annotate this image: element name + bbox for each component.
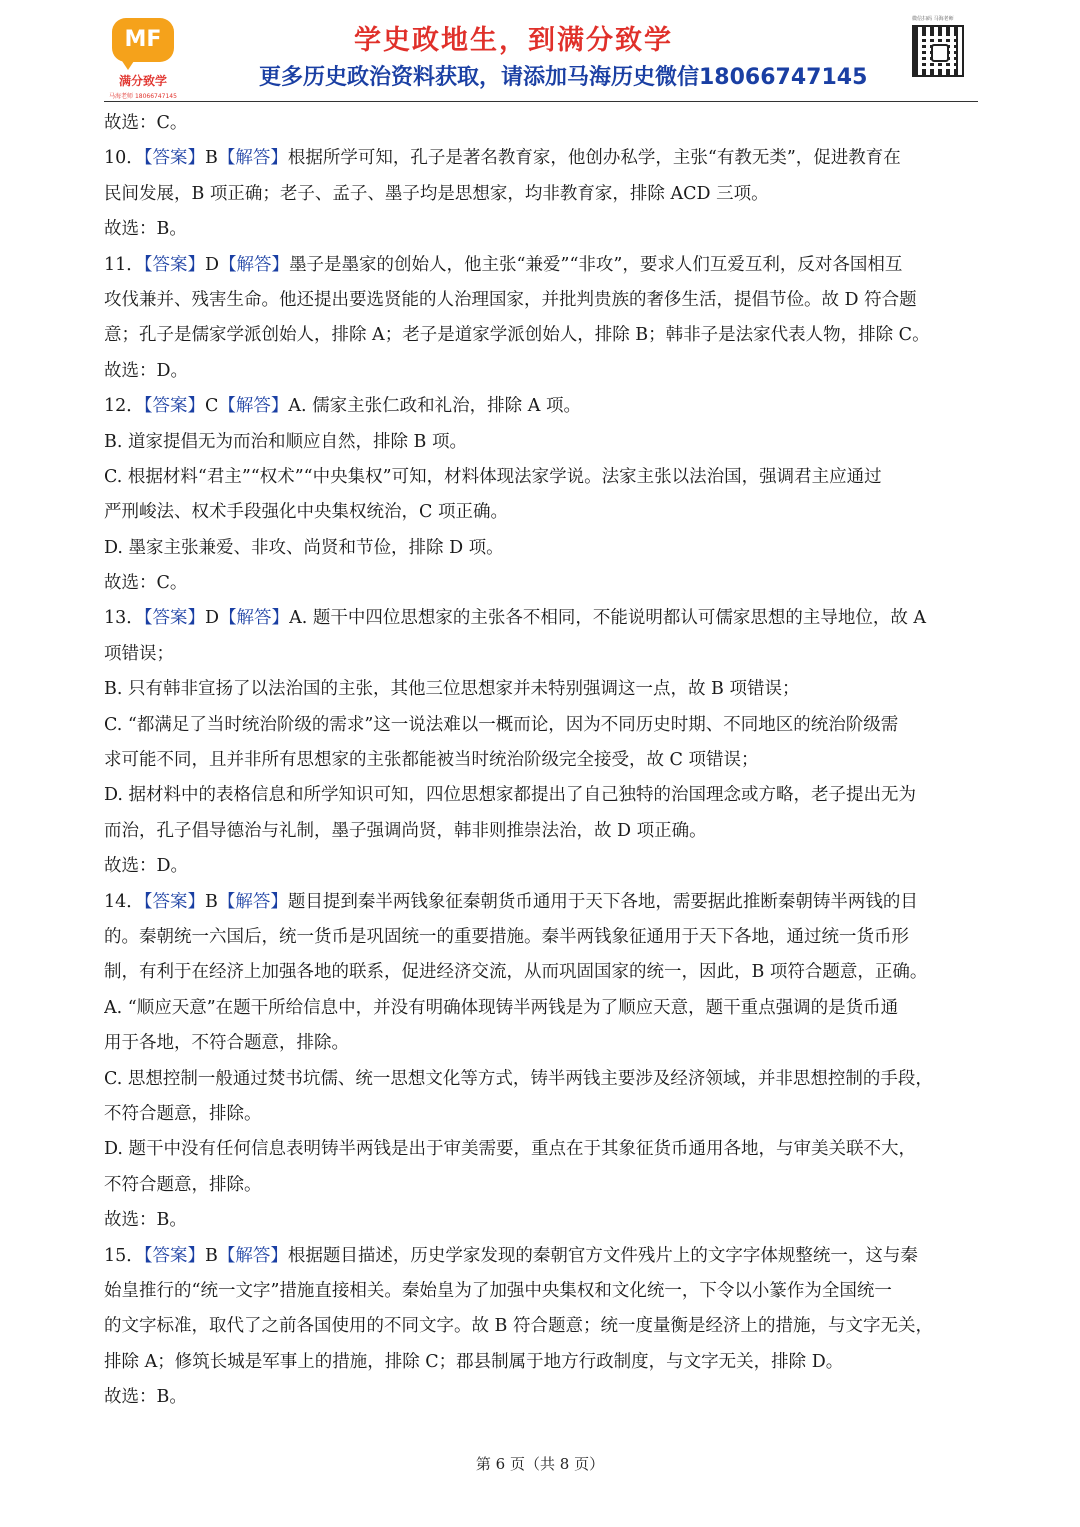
- text-line: [104, 495, 978, 530]
- text-segment: 不符合题意，排除。: [104, 1103, 262, 1124]
- text-line: [104, 1239, 978, 1274]
- text-line: [104, 354, 978, 389]
- text-segment: D: [205, 608, 220, 629]
- text-line: [104, 248, 978, 283]
- text-line: [104, 460, 978, 495]
- text-segment: D. 据材料中的表格信息和所学知识可知，四位思想家都提出了自己独特的治国理念或方略，老子提出无为: [104, 785, 917, 806]
- text-line: [104, 531, 978, 566]
- text-segment: 10．: [104, 148, 144, 169]
- header-subtitle: 更多历史政治资料获取，请添加马海历史微信18066747145: [259, 65, 868, 90]
- text-segment: 墨子是墨家的创始人，他主张“兼爱”“非攻”，要求人们互爱互利，反对各国相互: [289, 254, 903, 275]
- text-segment: 的文字标准，取代了之前各国使用的不同文字。故 B 符合题意；统一度量衡是经济上的措施，与文字无关，: [104, 1316, 933, 1337]
- text-line: [104, 389, 978, 424]
- text-line: [104, 672, 978, 707]
- text-line: [104, 1097, 978, 1132]
- text-segment: 民间发展，B 项正确；老子、孟子、墨子均是思想家，均非教育家，排除 ACD 三项。: [104, 183, 769, 204]
- qr-code-image: [912, 25, 964, 77]
- qr-caption: 微信扫码 马海老师: [912, 16, 954, 22]
- text-line: [104, 708, 978, 743]
- text-segment: B: [205, 148, 218, 169]
- text-line: [104, 283, 978, 318]
- text-line: [104, 425, 978, 460]
- text-segment: 始皇推行的“统一文字”措施直接相关。秦始皇为了加强中央集权和文化统一，下令以小篆作为全国统一: [104, 1280, 892, 1301]
- answer-tag: 【解答】: [219, 608, 290, 629]
- text-segment: 11．: [104, 254, 144, 275]
- text-segment: 制，有利于在经济上加强各地的联系，促进经济交流，从而巩固国家的统一，因此，B 项符合题意，正确。: [104, 962, 928, 983]
- text-segment: 严刑峻法、权术手段强化中央集权统治，C 项正确。: [104, 502, 508, 523]
- page-header: [104, 14, 978, 102]
- text-segment: A. 儒家主张仁政和礼治，排除 A 项。: [288, 396, 581, 417]
- answer-tag: 【答案】: [143, 254, 206, 275]
- text-line: [104, 1168, 978, 1203]
- text-segment: 12．: [104, 396, 144, 417]
- text-segment: C. 根据材料“君主”“权术”“中央集权”可知，材料体现法家学说。法家主张以法治国，强调君主应通过: [104, 466, 882, 487]
- text-line: [104, 743, 978, 778]
- text-line: [104, 955, 978, 990]
- text-segment: 故选：B。: [104, 1210, 187, 1231]
- text-segment: 项错误；: [104, 643, 174, 664]
- qr-code: [912, 16, 972, 96]
- logo-contact: 马海老师 18066747145: [109, 93, 177, 100]
- text-segment: 根据所学可知，孔子是著名教育家，他创办私学，主张“有教无类”，促进教育在: [287, 148, 901, 169]
- text-segment: 故选：B。: [104, 1387, 187, 1408]
- text-segment: 故选：C。: [104, 573, 188, 594]
- text-line: [104, 991, 978, 1026]
- text-segment: 故选：D。: [104, 360, 189, 381]
- answer-tag: 【答案】: [143, 148, 206, 169]
- text-segment: D: [205, 254, 220, 275]
- text-line: [104, 318, 978, 353]
- text-line: [104, 920, 978, 955]
- text-line: [104, 1309, 978, 1344]
- text-segment: 题目提到秦半两钱象征秦朝货币通用于天下各地，需要据此推断秦朝铸半两钱的目: [287, 891, 918, 912]
- text-segment: 用于各地，不符合题意，排除。: [104, 1033, 349, 1054]
- text-segment: B. 只有韩非宣扬了以法治国的主张，其他三位思想家并未特别强调这一点，故 B 项错误；: [104, 679, 800, 700]
- text-segment: B: [205, 1245, 218, 1266]
- text-segment: 不符合题意，排除。: [104, 1174, 262, 1195]
- text-line: [104, 778, 978, 813]
- answer-tag: 【答案】: [143, 1245, 206, 1266]
- text-segment: 的。秦朝统一六国后，统一货币是巩固统一的重要措施。秦半两钱象征通用于天下各地，通过统一货币形: [104, 926, 909, 947]
- text-line: [104, 566, 978, 601]
- text-line: [104, 637, 978, 672]
- text-segment: B. 道家提倡无为而治和顺应自然，排除 B 项。: [104, 431, 467, 452]
- text-line: [104, 601, 978, 636]
- text-line: [104, 1062, 978, 1097]
- answer-tag: 【解答】: [217, 891, 288, 912]
- answer-content: [104, 106, 978, 1415]
- text-line: [104, 141, 978, 176]
- brand-logo: [108, 18, 178, 100]
- answer-tag: 【解答】: [217, 1245, 288, 1266]
- text-segment: C: [205, 396, 219, 417]
- text-line: [104, 814, 978, 849]
- answer-tag: 【解答】: [219, 254, 290, 275]
- text-segment: 故选：C。: [104, 113, 188, 133]
- text-segment: 15．: [104, 1245, 144, 1266]
- text-segment: A. “顺应天意”在题干所给信息中，并没有明确体现铸半两钱是为了顺应天意，题干重点强调的是货币通: [104, 997, 899, 1018]
- text-line: [104, 1274, 978, 1309]
- text-segment: D. 墨家主张兼爱、非攻、尚贤和节俭，排除 D 项。: [104, 537, 504, 558]
- answer-tag: 【解答】: [218, 396, 289, 417]
- text-segment: 而治，孔子倡导德治与礼制，墨子强调尚贤，韩非则推崇法治，故 D 项正确。: [104, 820, 707, 841]
- text-segment: 故选：D。: [104, 856, 189, 877]
- text-segment: 意；孔子是儒家学派创始人，排除 A；老子是道家学派创始人，排除 B；韩非子是法家代表人物，排除 C。: [104, 325, 930, 346]
- text-segment: A. 题干中四位思想家的主张各不相同，不能说明都认可儒家思想的主导地位，故 A: [289, 608, 927, 629]
- text-line: [104, 1380, 978, 1415]
- text-segment: 求可能不同，且并非所有思想家的主张都能被当时统治阶级完全接受，故 C 项错误；: [104, 750, 759, 771]
- text-segment: C. “都满足了当时统治阶级的需求”这一说法难以一概而论，因为不同历史时期、不同地区的统治阶级需: [104, 714, 899, 735]
- text-segment: 13．: [104, 608, 144, 629]
- page-number: 第 6 页（共 8 页）: [475, 1455, 605, 1473]
- text-line: [104, 885, 978, 920]
- text-segment: C. 思想控制一般通过焚书坑儒、统一思想文化等方式，铸半两钱主要涉及经济领域，并非思想控制的手段，: [104, 1068, 933, 1089]
- text-line: [104, 1026, 978, 1061]
- answer-tag: 【答案】: [143, 396, 206, 417]
- answer-tag: 【解答】: [217, 148, 288, 169]
- text-line: [104, 1345, 978, 1380]
- text-line: [104, 1203, 978, 1238]
- wechat-icon: [931, 44, 949, 62]
- text-segment: 故选：B。: [104, 219, 187, 240]
- text-line: [104, 106, 978, 141]
- header-divider: [104, 101, 978, 102]
- text-segment: 攻伐兼并、残害生命。他还提出要选贤能的人治理国家，并批判贵族的奢侈生活，提倡节俭。故 D 符合题: [104, 289, 917, 310]
- text-segment: 14．: [104, 891, 144, 912]
- text-segment: D. 题干中没有任何信息表明铸半两钱是出于审美需要，重点在于其象征货币通用各地，与审美关联不大，: [104, 1139, 917, 1160]
- answer-tag: 【答案】: [143, 891, 206, 912]
- text-line: [104, 849, 978, 884]
- text-segment: 根据题目描述，历史学家发现的秦朝官方文件残片上的文字字体规整统一，这与秦: [287, 1245, 918, 1266]
- text-line: [104, 177, 978, 212]
- header-title: 学史政地生，到满分致学: [354, 25, 673, 56]
- text-segment: 排除 A；修筑长城是军事上的措施，排除 C；郡县制属于地方行政制度，与文字无关，排除 D。: [104, 1351, 844, 1372]
- text-line: [104, 212, 978, 247]
- text-line: [104, 1132, 978, 1167]
- logo-name: 满分致学: [118, 74, 167, 88]
- text-segment: B: [205, 891, 218, 912]
- logo-badge: MF: [112, 18, 174, 62]
- answer-tag: 【答案】: [143, 608, 206, 629]
